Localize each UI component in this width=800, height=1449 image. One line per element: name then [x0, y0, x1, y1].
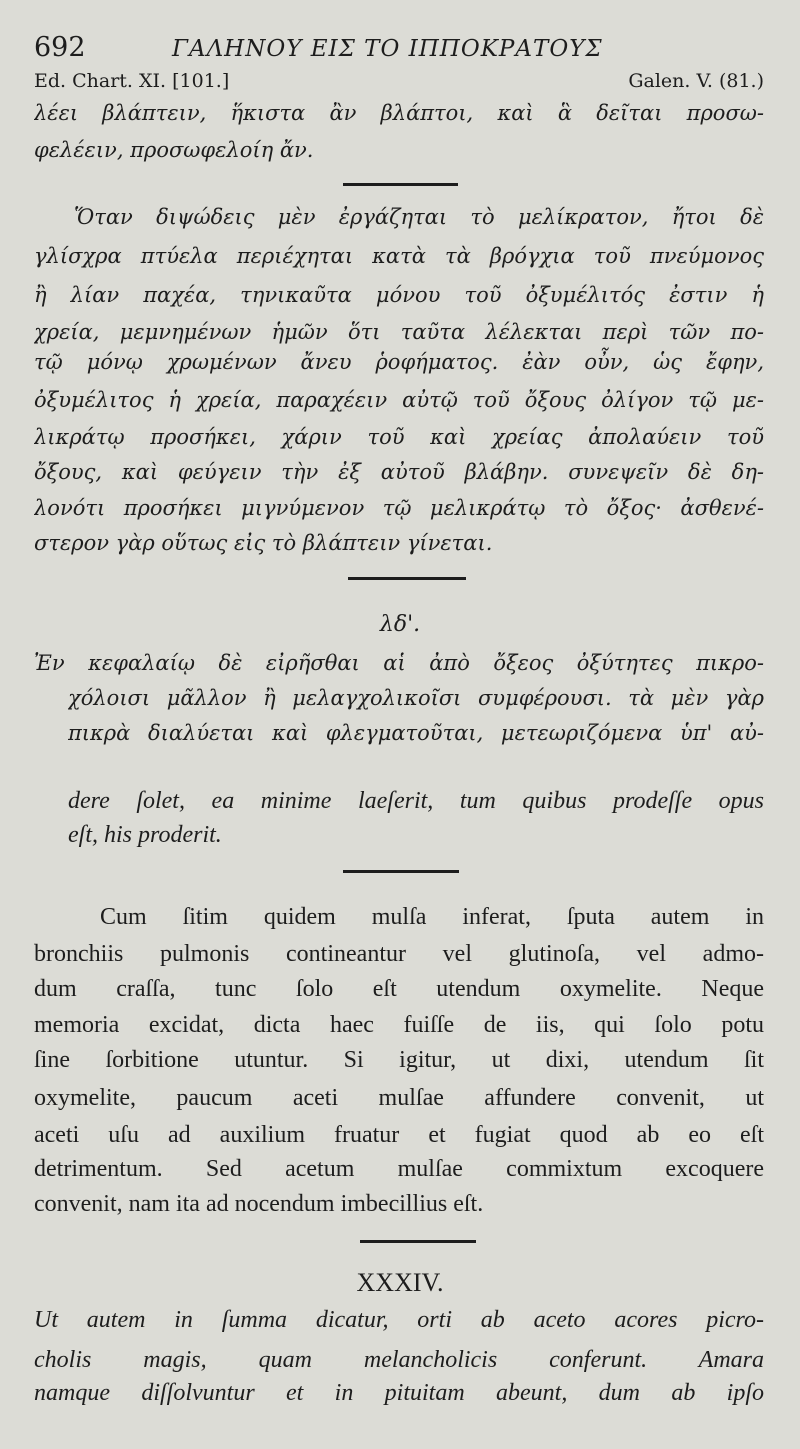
running-title: ΓΑΛΗΝΟΥ ΕΙΣ ΤΟ ΙΠΠΟΚΡΑΤΟΥΣ: [172, 36, 603, 62]
latin-paragraph-line: dum craſſa, tunc ſolo eſt utendum oxymelite. Neque: [34, 976, 764, 1002]
edition-reference-line: [34, 70, 764, 96]
greek-paragraph-line: ὀξυμέλιτος ἡ χρεία, παραχέειν αὐτῷ τοῦ ὄξους ὀλίγον τῷ με-: [34, 388, 764, 412]
latin-aphorism-line: cholis magis, quam melancholicis conferunt. Amara: [34, 1347, 764, 1373]
latin-paragraph-line: oxymelite, paucum aceti mulſae affundere convenit, ut: [34, 1085, 764, 1111]
greek-paragraph-line: ὄξους, καὶ φεύγειν τὴν ἐξ αὐτοῦ βλάβην. συνεψεῖν δὲ δη-: [34, 460, 764, 484]
latin-paragraph-line: detrimentum. Sed acetum mulſae commixtum excoquere: [34, 1156, 764, 1182]
latin-paragraph-line: ſine ſorbitione utuntur. Si igitur, ut dixi, utendum ſit: [34, 1047, 764, 1073]
latin-paragraph-line: bronchiis pulmonis contineantur vel glutinoſa, vel admo-: [34, 941, 764, 967]
latin-paragraph-line: Cum ſitim quidem mulſa inferat, ſputa autem in: [100, 904, 764, 930]
running-header: [34, 32, 774, 70]
section-divider: [343, 183, 458, 186]
latin-paragraph-line: memoria excidat, dicta haec fuiſſe de iis, qui ſolo potu: [34, 1012, 764, 1038]
latin-paragraph-line: aceti uſu ad auxilium fruatur et fugiat quod ab eo eſt: [34, 1122, 764, 1148]
latin-top-line: dere ſolet, ea minime laeſerit, tum quibus prodeſſe opus: [68, 788, 764, 814]
greek-aphorism-line: πικρὰ διαλύεται καὶ φλεγματοῦται, μετεωριζόμενα ὑπ' αὐ-: [68, 721, 764, 745]
greek-top-line: λέει βλάπτειν, ἥκιστα ἂν βλάπτοι, καὶ ἃ δεῖται προσω-: [34, 101, 764, 125]
greek-paragraph-line: τῷ μόνῳ χρωμένων ἄνευ ῥοφήματος. ἐὰν οὖν, ὡς ἔφην,: [34, 350, 764, 374]
latin-paragraph-line: convenit, nam ita ad nocendum imbecillius eſt.: [34, 1191, 484, 1217]
latin-top-line: eſt, his proderit.: [68, 822, 222, 848]
section-divider: [348, 577, 466, 580]
edition-right: Galen. V. (81.): [628, 70, 764, 92]
greek-aphorism-line: Ἐν κεφαλαίῳ δὲ εἰρῆσθαι αἱ ἀπὸ ὄξεος ὀξύτητες πικρο-: [34, 651, 764, 675]
greek-paragraph-line: στερον γὰρ οὕτως εἰς τὸ βλάπτειν γίνεται.: [34, 531, 493, 555]
greek-paragraph-line: γλίσχρα πτύελα περιέχηται κατὰ τὰ βρόγχια τοῦ πνεύμονος: [34, 244, 764, 268]
section-number-latin: XXXIV.: [356, 1268, 444, 1297]
page-number: 692: [34, 32, 86, 63]
greek-paragraph-line: ἢ λίαν παχέα, τηνικαῦτα μόνου τοῦ ὀξυμέλιτός ἐστιν ἡ: [34, 283, 764, 307]
section-number-greek: λδ'.: [379, 612, 421, 637]
greek-aphorism-line: χόλοισι μᾶλλον ἢ μελαγχολικοῖσι συμφέρουσι. τὰ μὲν γὰρ: [68, 686, 764, 710]
section-divider: [360, 1240, 476, 1243]
section-divider: [343, 870, 459, 873]
greek-paragraph-line: λονότι προσήκει μιγνύμενον τῷ μελικράτῳ τὸ ὄξος· ἀσθενέ-: [34, 496, 764, 520]
greek-top-line: φελέειν, προσωφελοίη ἄν.: [34, 138, 314, 162]
latin-aphorism-line: namque diſſolvuntur et in pituitam abeunt, dum ab ipſo: [34, 1380, 764, 1406]
greek-paragraph-line: λικράτῳ προσήκει, χάριν τοῦ καὶ χρείας ἀπολαύειν τοῦ: [34, 425, 764, 449]
greek-paragraph-line: χρεία, μεμνημένων ἡμῶν ὅτι ταῦτα λέλεκται περὶ τῶν πο-: [34, 320, 764, 344]
edition-left: Ed. Chart. XI. [101.]: [34, 70, 230, 92]
greek-paragraph-line: Ὅταν διψώδεις μὲν ἐργάζηται τὸ μελίκρατον, ἤτοι δὲ: [74, 205, 764, 229]
latin-aphorism-line: Ut autem in ſumma dicatur, orti ab aceto acores picro-: [34, 1307, 764, 1333]
